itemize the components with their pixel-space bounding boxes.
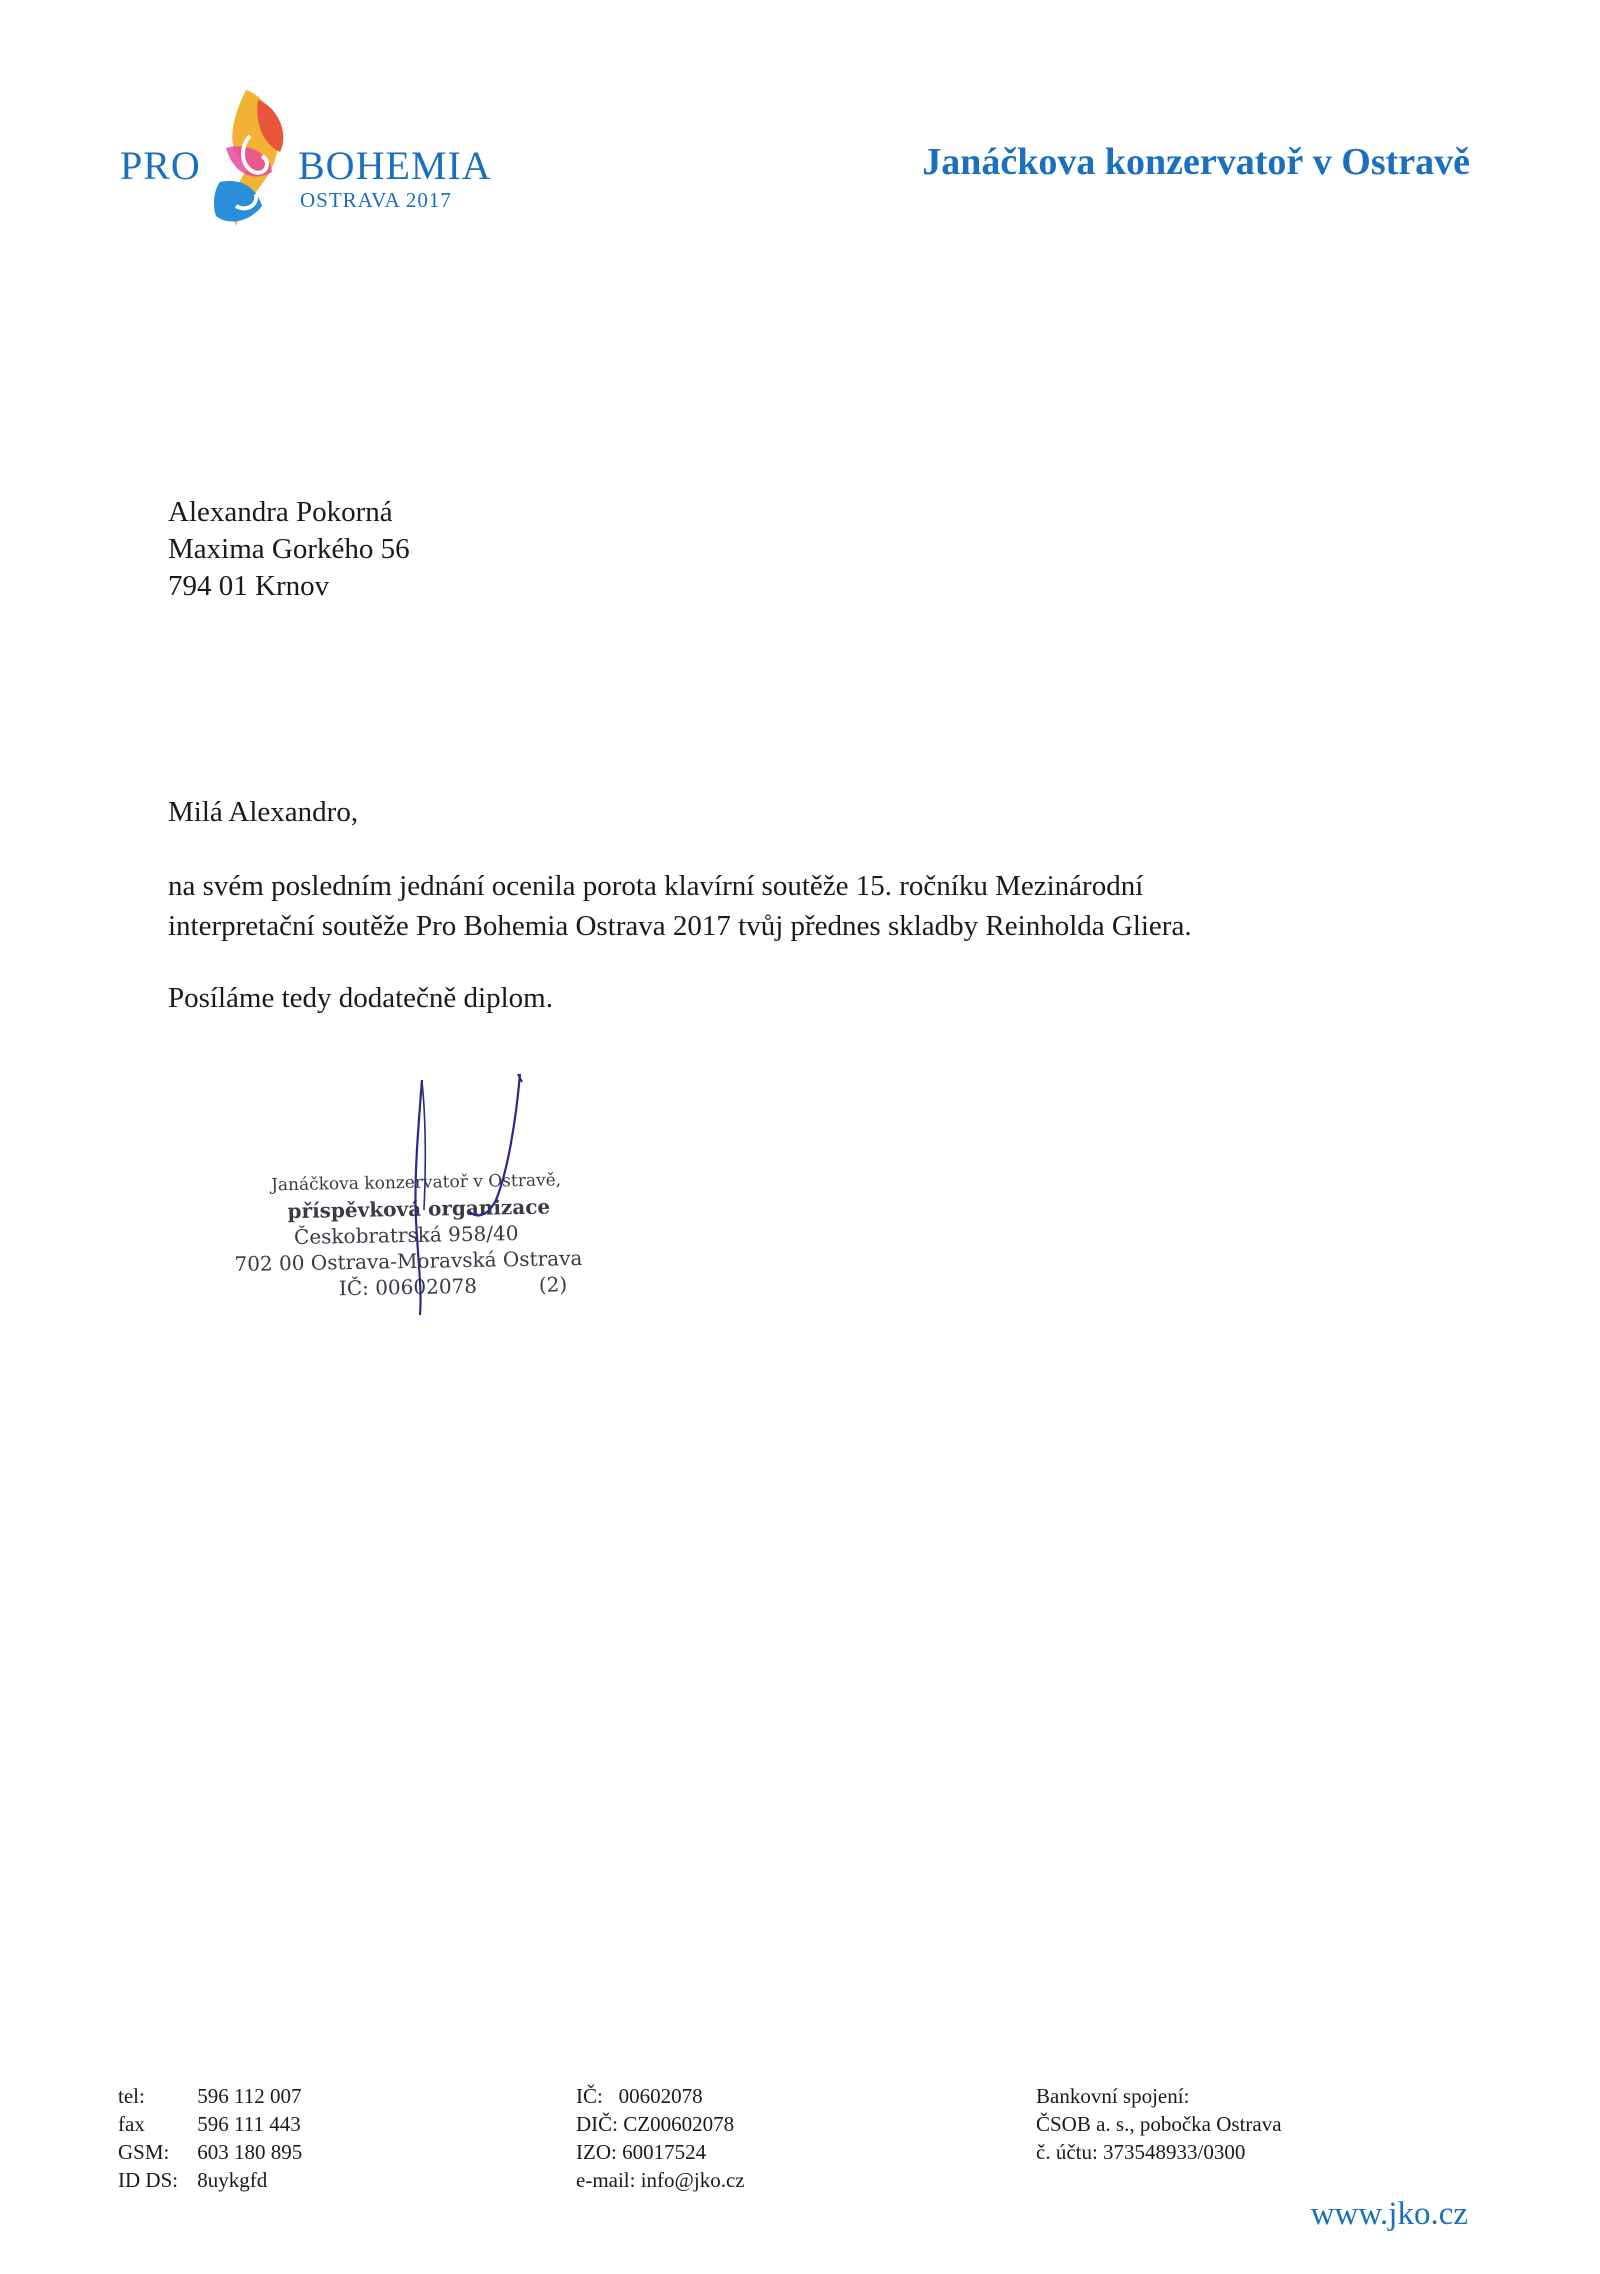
treble-clef-logo-icon	[206, 86, 296, 234]
logo-subtitle: OSTRAVA 2017	[300, 188, 452, 212]
stamp-line: 702 00 Ostrava-Moravská Ostrava	[234, 1245, 583, 1277]
footer-bank-row: ČSOB a. s., pobočka Ostrava	[1036, 2112, 1282, 2136]
footer-email: e-mail: info@jko.cz	[576, 2168, 745, 2192]
organization-title: Janáčkova konzervatoř v Ostravě	[922, 141, 1470, 183]
handwritten-signature-icon	[396, 1070, 546, 1320]
recipient-city: 794 01 Krnov	[168, 570, 330, 602]
contact-value: 596 111 443	[197, 2112, 301, 2136]
contact-label: fax	[118, 2112, 145, 2136]
contact-value: 603 180 895	[197, 2140, 303, 2164]
footer-contact-row	[118, 2110, 302, 2138]
recipient-street: Maxima Gorkého 56	[168, 533, 410, 565]
footer-bank-row: Bankovní spojení:	[1036, 2084, 1190, 2108]
footer-bank	[1036, 2082, 1282, 2166]
footer-contact	[118, 2082, 302, 2194]
logo-word-pro: PRO	[120, 143, 201, 188]
letter-body-line: interpretační soutěže Pro Bohemia Ostrava 2017 tvůj přednes skladby Reinholda Gliera.	[168, 910, 1192, 942]
website-url: www.jko.cz	[1310, 2196, 1468, 2232]
contact-label: ID DS:	[118, 2168, 179, 2192]
letter-greeting: Milá Alexandro,	[168, 796, 359, 828]
letter-closing: Posíláme tedy dodatečně diplom.	[168, 982, 553, 1014]
contact-label: tel:	[118, 2084, 145, 2108]
stamp-line: (2)	[538, 1272, 568, 1297]
contact-label: GSM:	[118, 2140, 170, 2164]
pro-bohemia-logo	[112, 86, 512, 236]
stamp-line: příspěvková organizace	[287, 1194, 551, 1224]
letter-body	[168, 866, 1428, 946]
stamp-line: Janáčkova konzervatoř v Ostravě,	[270, 1170, 562, 1196]
footer-id-row: DIČ: CZ00602078	[576, 2112, 735, 2136]
logo-word-bohemia: BOHEMIA	[298, 143, 492, 188]
footer-ids	[576, 2082, 745, 2194]
stamp-line: Českobratrská 958/40	[293, 1221, 519, 1249]
stamp-line: IČ: 00602078	[338, 1273, 478, 1301]
footer-id-row: IZO: 60017524	[576, 2140, 707, 2164]
contact-value: 596 112 007	[197, 2084, 302, 2108]
footer-contact-row	[118, 2082, 302, 2110]
contact-value: 8uykgfd	[197, 2168, 268, 2192]
footer-bank-row: č. účtu: 373548933/0300	[1036, 2140, 1246, 2164]
recipient-name: Alexandra Pokorná	[168, 496, 393, 528]
footer-id-row: IČ: 00602078	[576, 2084, 703, 2108]
recipient-address	[168, 494, 410, 605]
letter-body-line: na svém posledním jednání ocenila porota klavírní soutěže 15. ročníku Mezinárodní	[168, 870, 1144, 902]
footer-contact-row	[118, 2166, 302, 2194]
footer-contact-row	[118, 2138, 302, 2166]
